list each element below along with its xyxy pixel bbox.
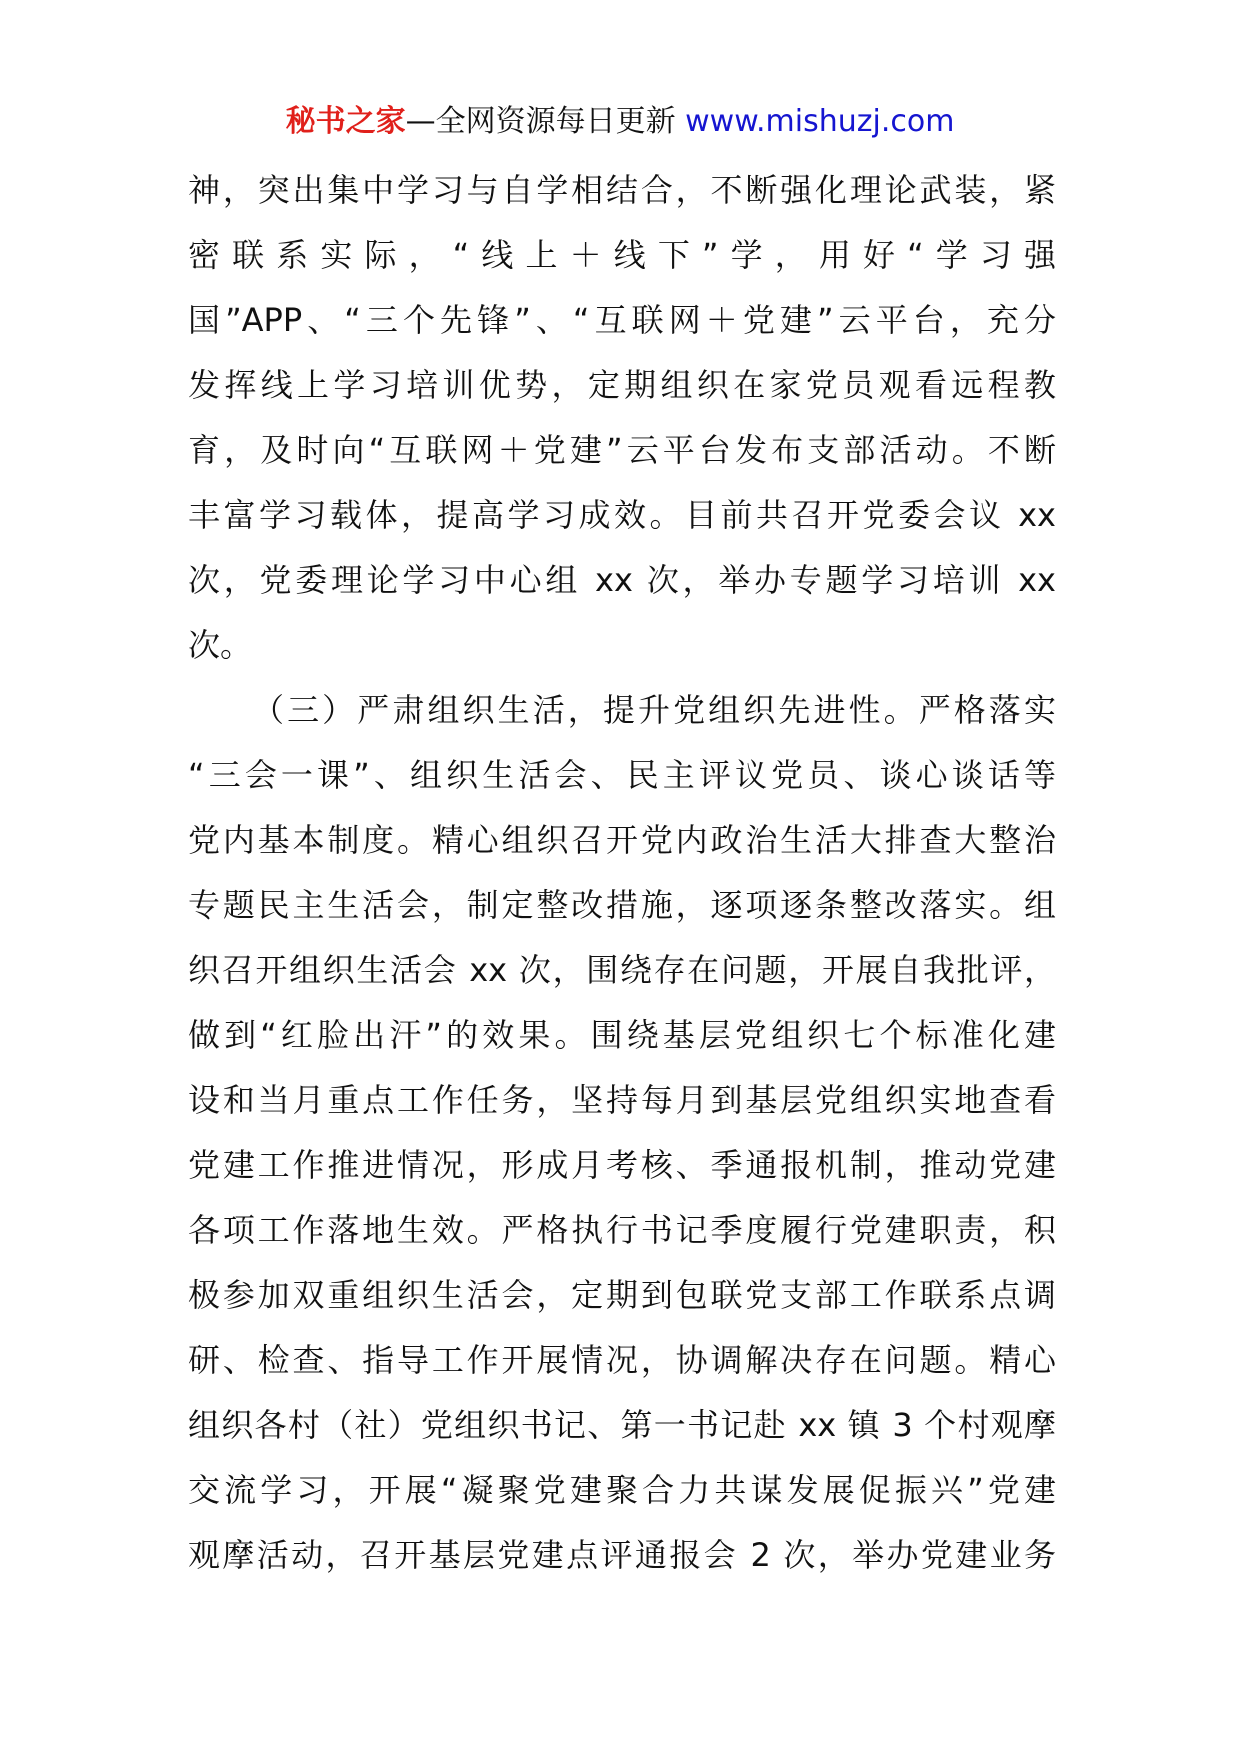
text-line: “三会一课”、组织生活会、民主评议党员、谈心谈话等 <box>188 756 1056 794</box>
document-body <box>188 158 1056 1588</box>
text-line: 极参加双重组织生活会，定期到包联党支部工作联系点调 <box>188 1276 1056 1314</box>
text-line: 次。 <box>188 626 253 664</box>
text-line: 做到“红脸出汗”的效果。围绕基层党组织七个标准化建 <box>188 1016 1056 1054</box>
text-line: 次，党委理论学习中心组 xx 次，举办专题学习培训 xx <box>188 561 1056 599</box>
text-line: 观摩活动，召开基层党建点评通报会 2 次，举办党建业务 <box>188 1536 1056 1574</box>
header-tagline: —全网资源每日更新 <box>405 104 676 139</box>
text-line: 研、检查、指导工作开展情况，协调解决存在问题。精心 <box>188 1341 1056 1379</box>
text-line: 设和当月重点工作任务，坚持每月到基层党组织实地查看 <box>188 1081 1056 1119</box>
text-line: 织召开组织生活会 xx 次，围绕存在问题，开展自我批评， <box>188 951 1056 989</box>
text-line: 育，及时向“互联网＋党建”云平台发布支部活动。不断 <box>188 431 1056 469</box>
text-line: 神，突出集中学习与自学相结合，不断强化理论武装，紧 <box>188 171 1056 209</box>
text-line: 交流学习，开展“凝聚党建聚合力共谋发展促振兴”党建 <box>188 1471 1056 1509</box>
text-line: 丰富学习载体，提高学习成效。目前共召开党委会议 xx <box>188 496 1056 534</box>
brand-name: 秘书之家 <box>285 104 406 139</box>
text-line: 党内基本制度。精心组织召开党内政治生活大排查大整治 <box>188 821 1056 859</box>
header-url-link[interactable]: www.mishuzj.com <box>685 104 955 139</box>
text-line: 各项工作落地生效。严格执行书记季度履行党建职责，积 <box>188 1211 1056 1249</box>
text-line: 发挥线上学习培训优势，定期组织在家党员观看远程教 <box>188 366 1056 404</box>
text-line: 专题民主生活会，制定整改措施，逐项逐条整改落实。组 <box>188 886 1056 924</box>
text-line: 密联系实际，“线上＋线下”学，用好“学习强 <box>188 236 1056 274</box>
page-header <box>0 100 1240 144</box>
text-line: 党建工作推进情况，形成月考核、季通报机制，推动党建 <box>188 1146 1056 1184</box>
text-line: （三）严肃组织生活，提升党组织先进性。严格落实 <box>252 691 1056 729</box>
text-line: 国”APP、“三个先锋”、“互联网＋党建”云平台，充分 <box>188 301 1056 339</box>
text-line: 组织各村（社）党组织书记、第一书记赴 xx 镇 3 个村观摩 <box>188 1406 1056 1444</box>
